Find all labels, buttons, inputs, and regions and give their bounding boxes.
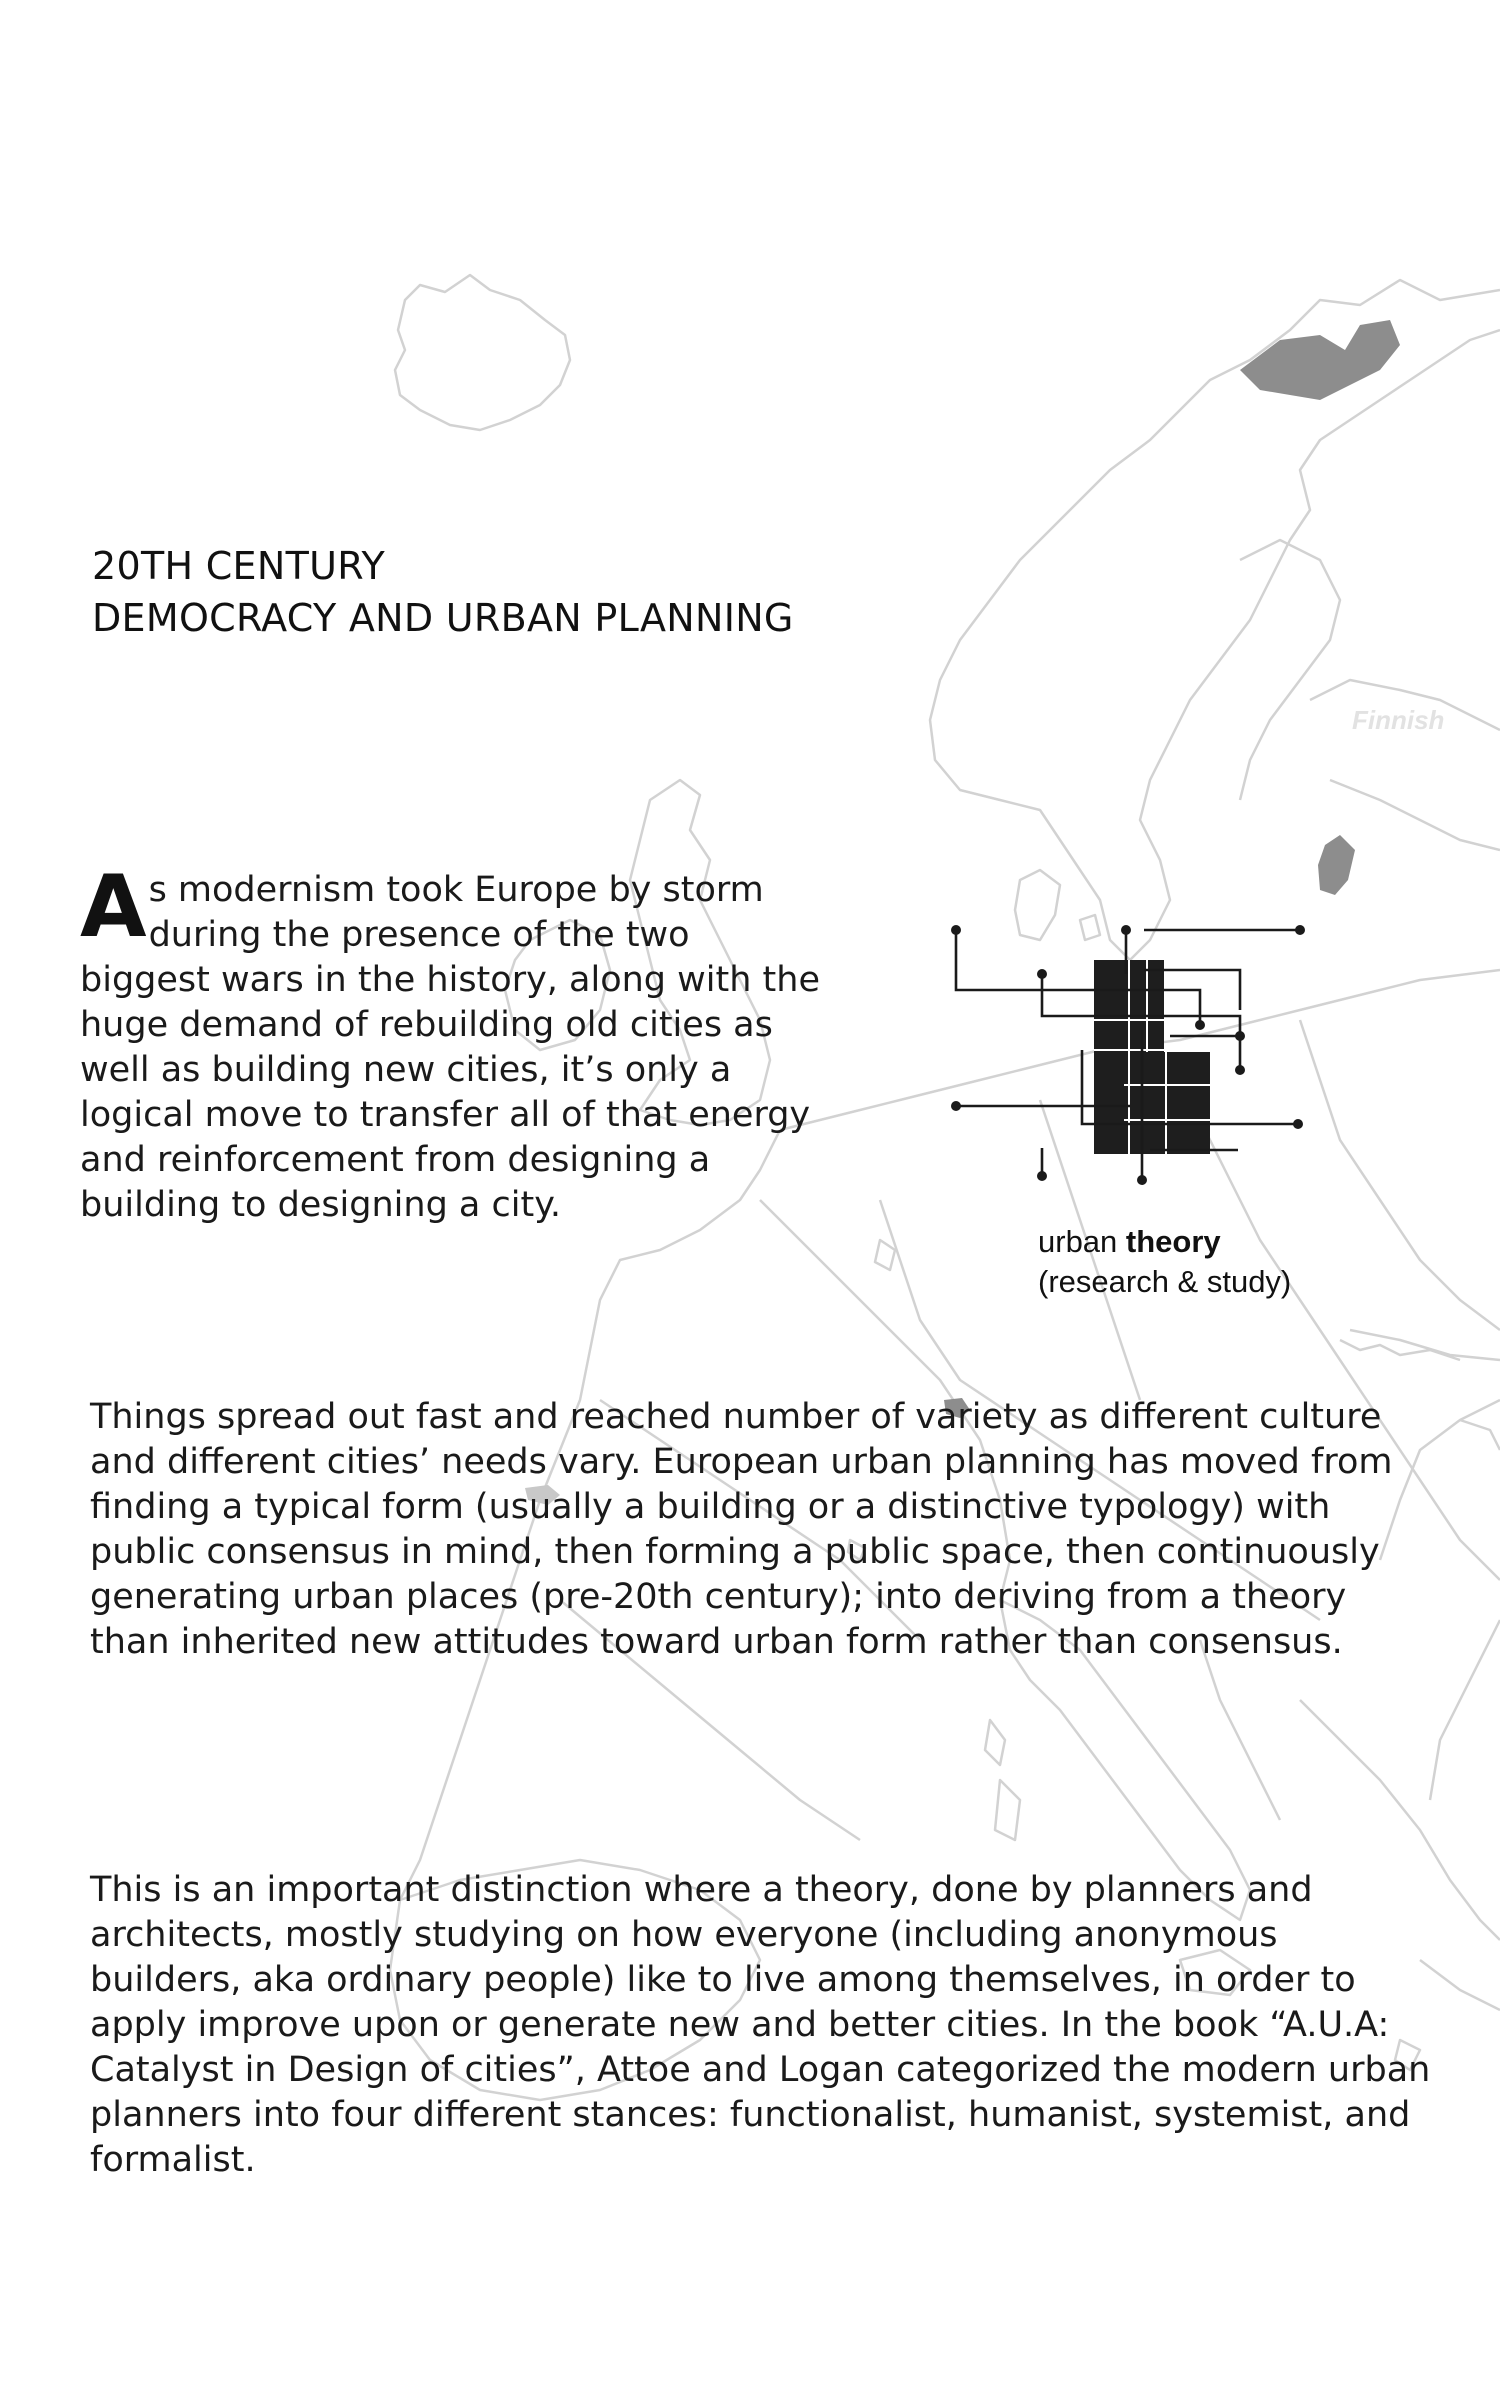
caption-subtitle: (research & study)	[1038, 1264, 1292, 1299]
drop-cap: A	[80, 857, 147, 957]
iceland-outline	[395, 275, 570, 430]
urban-theory-icon	[940, 910, 1320, 1190]
body-paragraph-2: Things spread out fast and reached number of variety as different culture and different cities’ needs vary. European urban planning has moved from finding a typical form (usually a building or a distinctive typology) with public consensus in mind, then forming a public space, then continuously generating urban places (pre-20th century); into deriving from a theory than inherited new attitudes toward urban form rather than consensus.	[90, 1397, 1393, 1662]
map-label-finnish: Finnish	[1352, 705, 1445, 735]
title-line-1: 20TH CENTURY	[92, 544, 385, 588]
caption-bold: theory	[1125, 1224, 1221, 1259]
intro-paragraph	[80, 857, 820, 1228]
caption-prefix: urban	[1038, 1224, 1126, 1259]
scandinavia-outline	[930, 280, 1500, 960]
body-paragraph-3: This is an important distinction where a theory, done by planners and architects, mostly studying on how everyone (including anonymous builders, aka ordinary people) like to live among themselves, in order to apply improve upon or generate new and better cities. In the book “A.U.A: Catalyst in Design of cities”, Attoe and Logan categorized the modern urban planners into four different stances: functionalist, humanist, systemist, and formalist.	[90, 1870, 1431, 2180]
title-line-2: DEMOCRACY AND URBAN PLANNING	[92, 596, 794, 640]
diagram-caption	[1038, 1222, 1291, 1302]
estonia-fill	[1318, 835, 1355, 895]
northern-region-fill	[1240, 320, 1400, 400]
intro-text: s modernism took Europe by storm during the presence of the two biggest wars in the history, along with the huge demand of rebuilding old cities as well as building new cities, it’s only a logical move to transfer all of that energy and reinforcement from designing a building to designing a city.	[80, 870, 820, 1225]
page-title	[92, 540, 794, 644]
